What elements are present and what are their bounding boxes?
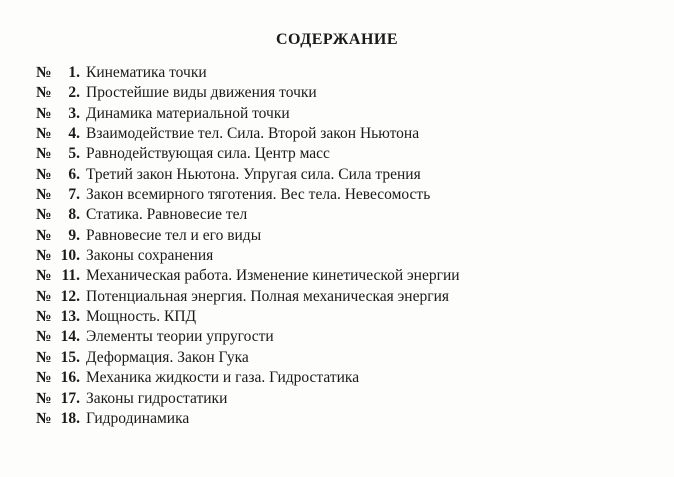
toc-entry [36, 185, 460, 205]
toc-entry [36, 266, 460, 286]
number-sign: № [36, 206, 52, 224]
entry-title: Простейшие виды движения точки [86, 84, 317, 102]
entry-title: Законы сохранения [86, 247, 214, 265]
number-sign: № [36, 287, 52, 305]
entry-number: 9. [68, 226, 80, 244]
number-sign: № [36, 226, 52, 244]
number-sign: № [36, 267, 52, 285]
number-sign: № [36, 369, 52, 387]
entry-title: Механика жидкости и газа. Гидростатика [86, 369, 360, 387]
entry-number: 15. [60, 348, 80, 366]
number-sign: № [36, 145, 52, 163]
number-sign: № [36, 125, 52, 143]
toc-entry [36, 348, 460, 368]
toc-entry [36, 226, 460, 246]
entry-title: Равновесие тел и его виды [86, 226, 262, 244]
entry-number: 18. [60, 409, 80, 427]
entry-title: Кинематика точки [86, 64, 207, 81]
entry-title: Третий закон Ньютона. Упругая сила. Сила трения [86, 165, 421, 183]
entry-number: 6. [68, 165, 80, 183]
entry-title: Законы гидростатики [86, 389, 228, 407]
entry-title: Мощность. КПД [86, 308, 197, 326]
toc-entry [36, 205, 460, 225]
toc-entry [36, 104, 460, 124]
entry-number: 1. [68, 64, 80, 81]
entry-title: Равнодействующая сила. Центр масс [86, 145, 330, 163]
number-sign: № [36, 186, 52, 204]
toc-entry [36, 409, 460, 429]
entry-number: 14. [60, 328, 80, 346]
entry-number: 10. [60, 247, 80, 265]
entry-number: 13. [60, 308, 80, 326]
toc-entry [36, 389, 460, 409]
entry-title: Гидродинамика [86, 409, 190, 427]
entry-number: 7. [68, 186, 80, 204]
number-sign: № [36, 308, 52, 326]
table-of-contents [36, 63, 460, 429]
toc-entry [36, 83, 460, 103]
entry-number: 2. [68, 84, 80, 102]
toc-entry [36, 63, 460, 83]
toc-entry [36, 144, 460, 164]
entry-title: Деформация. Закон Гука [86, 348, 249, 366]
number-sign: № [36, 328, 52, 346]
entry-title: Статика. Равновесие тел [86, 206, 248, 224]
entry-number: 4. [68, 125, 80, 143]
entry-number: 11. [61, 267, 80, 285]
number-sign: № [36, 64, 52, 81]
toc-entry [36, 287, 460, 307]
number-sign: № [36, 348, 52, 366]
toc-entry [36, 368, 460, 388]
number-sign: № [36, 165, 52, 183]
toc-entry [36, 124, 460, 144]
number-sign: № [36, 389, 52, 407]
entry-title: Механическая работа. Изменение кинетической энергии [86, 267, 460, 285]
page-title: СОДЕРЖАНИЕ [275, 31, 399, 48]
number-sign: № [36, 409, 52, 427]
number-sign: № [36, 247, 52, 265]
entry-title: Взаимодействие тел. Сила. Второй закон Ньютона [86, 125, 420, 143]
entry-title: Потенциальная энергия. Полная механическая энергия [86, 287, 450, 305]
entry-number: 3. [68, 104, 80, 122]
toc-entry [36, 165, 460, 185]
entry-title: Динамика материальной точки [86, 104, 290, 122]
entry-number: 12. [60, 287, 80, 305]
toc-entry [36, 327, 460, 347]
entry-number: 16. [60, 369, 80, 387]
number-sign: № [36, 84, 52, 102]
entry-number: 17. [60, 389, 80, 407]
entry-title: Элементы теории упругости [86, 328, 274, 346]
entry-number: 5. [68, 145, 80, 163]
entry-number: 8. [68, 206, 80, 224]
toc-entry [36, 307, 460, 327]
entry-title: Закон всемирного тяготения. Вес тела. Невесомость [86, 186, 431, 204]
toc-entry [36, 246, 460, 266]
number-sign: № [36, 104, 52, 122]
